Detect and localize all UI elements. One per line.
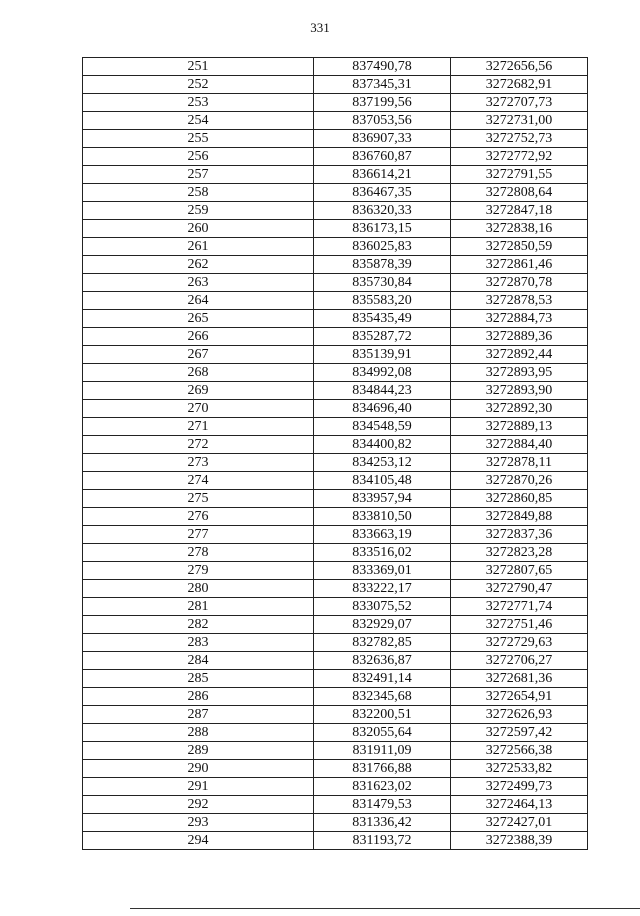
- table-row: [83, 796, 588, 814]
- point-number-cell: 285: [83, 670, 314, 688]
- y-coordinate-cell: 3272878,53: [451, 292, 588, 310]
- coordinates-table-body: [83, 58, 588, 850]
- x-coordinate-cell: 835583,20: [314, 292, 451, 310]
- point-number-cell: 282: [83, 616, 314, 634]
- x-coordinate-cell: 831193,72: [314, 832, 451, 850]
- y-coordinate-cell: 3272847,18: [451, 202, 588, 220]
- y-coordinate-cell: 3272388,39: [451, 832, 588, 850]
- point-number-cell: 288: [83, 724, 314, 742]
- table-row: [83, 742, 588, 760]
- point-number-cell: 266: [83, 328, 314, 346]
- point-number-cell: 265: [83, 310, 314, 328]
- table-row: [83, 634, 588, 652]
- y-coordinate-cell: 3272884,40: [451, 436, 588, 454]
- table-row: [83, 652, 588, 670]
- point-number-cell: 257: [83, 166, 314, 184]
- x-coordinate-cell: 834548,59: [314, 418, 451, 436]
- point-number-cell: 261: [83, 238, 314, 256]
- table-row: [83, 472, 588, 490]
- table-row: [83, 670, 588, 688]
- point-number-cell: 262: [83, 256, 314, 274]
- y-coordinate-cell: 3272772,92: [451, 148, 588, 166]
- x-coordinate-cell: 831479,53: [314, 796, 451, 814]
- table-row: [83, 580, 588, 598]
- y-coordinate-cell: 3272791,55: [451, 166, 588, 184]
- table-row: [83, 832, 588, 850]
- table-row: [83, 148, 588, 166]
- table-row: [83, 490, 588, 508]
- x-coordinate-cell: 832782,85: [314, 634, 451, 652]
- table-row: [83, 688, 588, 706]
- point-number-cell: 280: [83, 580, 314, 598]
- y-coordinate-cell: 3272729,63: [451, 634, 588, 652]
- table-row: [83, 562, 588, 580]
- point-number-cell: 260: [83, 220, 314, 238]
- table-row: [83, 706, 588, 724]
- point-number-cell: 287: [83, 706, 314, 724]
- point-number-cell: 271: [83, 418, 314, 436]
- point-number-cell: 274: [83, 472, 314, 490]
- y-coordinate-cell: 3272893,90: [451, 382, 588, 400]
- y-coordinate-cell: 3272892,30: [451, 400, 588, 418]
- table-row: [83, 724, 588, 742]
- y-coordinate-cell: 3272681,36: [451, 670, 588, 688]
- point-number-cell: 286: [83, 688, 314, 706]
- x-coordinate-cell: 835878,39: [314, 256, 451, 274]
- x-coordinate-cell: 833516,02: [314, 544, 451, 562]
- table-row: [83, 220, 588, 238]
- point-number-cell: 254: [83, 112, 314, 130]
- point-number-cell: 293: [83, 814, 314, 832]
- x-coordinate-cell: 833810,50: [314, 508, 451, 526]
- x-coordinate-cell: 834105,48: [314, 472, 451, 490]
- table-row: [83, 598, 588, 616]
- x-coordinate-cell: 837345,31: [314, 76, 451, 94]
- y-coordinate-cell: 3272682,91: [451, 76, 588, 94]
- point-number-cell: 264: [83, 292, 314, 310]
- point-number-cell: 258: [83, 184, 314, 202]
- x-coordinate-cell: 832345,68: [314, 688, 451, 706]
- table-row: [83, 508, 588, 526]
- table-row: [83, 274, 588, 292]
- point-number-cell: 283: [83, 634, 314, 652]
- y-coordinate-cell: 3272707,73: [451, 94, 588, 112]
- x-coordinate-cell: 831766,88: [314, 760, 451, 778]
- point-number-cell: 278: [83, 544, 314, 562]
- table-row: [83, 202, 588, 220]
- bottom-divider: [130, 908, 640, 909]
- point-number-cell: 275: [83, 490, 314, 508]
- point-number-cell: 259: [83, 202, 314, 220]
- y-coordinate-cell: 3272893,95: [451, 364, 588, 382]
- x-coordinate-cell: 832491,14: [314, 670, 451, 688]
- point-number-cell: 284: [83, 652, 314, 670]
- coordinates-table: [82, 57, 588, 850]
- x-coordinate-cell: 834844,23: [314, 382, 451, 400]
- y-coordinate-cell: 3272731,00: [451, 112, 588, 130]
- point-number-cell: 294: [83, 832, 314, 850]
- point-number-cell: 277: [83, 526, 314, 544]
- y-coordinate-cell: 3272751,46: [451, 616, 588, 634]
- y-coordinate-cell: 3272870,26: [451, 472, 588, 490]
- table-row: [83, 814, 588, 832]
- table-row: [83, 436, 588, 454]
- x-coordinate-cell: 833957,94: [314, 490, 451, 508]
- x-coordinate-cell: 837490,78: [314, 58, 451, 76]
- table-row: [83, 166, 588, 184]
- x-coordinate-cell: 835287,72: [314, 328, 451, 346]
- y-coordinate-cell: 3272771,74: [451, 598, 588, 616]
- y-coordinate-cell: 3272566,38: [451, 742, 588, 760]
- x-coordinate-cell: 833075,52: [314, 598, 451, 616]
- y-coordinate-cell: 3272533,82: [451, 760, 588, 778]
- point-number-cell: 272: [83, 436, 314, 454]
- y-coordinate-cell: 3272870,78: [451, 274, 588, 292]
- table-row: [83, 544, 588, 562]
- point-number-cell: 281: [83, 598, 314, 616]
- y-coordinate-cell: 3272706,27: [451, 652, 588, 670]
- point-number-cell: 276: [83, 508, 314, 526]
- table-row: [83, 364, 588, 382]
- table-row: [83, 760, 588, 778]
- y-coordinate-cell: 3272823,28: [451, 544, 588, 562]
- point-number-cell: 253: [83, 94, 314, 112]
- x-coordinate-cell: 836907,33: [314, 130, 451, 148]
- point-number-cell: 290: [83, 760, 314, 778]
- y-coordinate-cell: 3272889,36: [451, 328, 588, 346]
- y-coordinate-cell: 3272860,85: [451, 490, 588, 508]
- table-row: [83, 130, 588, 148]
- point-number-cell: 279: [83, 562, 314, 580]
- table-row: [83, 184, 588, 202]
- x-coordinate-cell: 832929,07: [314, 616, 451, 634]
- point-number-cell: 252: [83, 76, 314, 94]
- point-number-cell: 292: [83, 796, 314, 814]
- x-coordinate-cell: 836760,87: [314, 148, 451, 166]
- y-coordinate-cell: 3272597,42: [451, 724, 588, 742]
- point-number-cell: 255: [83, 130, 314, 148]
- table-row: [83, 292, 588, 310]
- table-row: [83, 778, 588, 796]
- point-number-cell: 256: [83, 148, 314, 166]
- x-coordinate-cell: 836467,35: [314, 184, 451, 202]
- table-row: [83, 382, 588, 400]
- point-number-cell: 270: [83, 400, 314, 418]
- table-row: [83, 400, 588, 418]
- y-coordinate-cell: 3272752,73: [451, 130, 588, 148]
- table-row: [83, 112, 588, 130]
- x-coordinate-cell: 834992,08: [314, 364, 451, 382]
- y-coordinate-cell: 3272861,46: [451, 256, 588, 274]
- y-coordinate-cell: 3272849,88: [451, 508, 588, 526]
- y-coordinate-cell: 3272654,91: [451, 688, 588, 706]
- table-row: [83, 238, 588, 256]
- x-coordinate-cell: 835139,91: [314, 346, 451, 364]
- x-coordinate-cell: 833222,17: [314, 580, 451, 598]
- x-coordinate-cell: 832055,64: [314, 724, 451, 742]
- table-row: [83, 616, 588, 634]
- point-number-cell: 263: [83, 274, 314, 292]
- table-row: [83, 418, 588, 436]
- page-number: 331: [310, 20, 330, 35]
- table-row: [83, 76, 588, 94]
- table-row: [83, 328, 588, 346]
- y-coordinate-cell: 3272884,73: [451, 310, 588, 328]
- x-coordinate-cell: 832200,51: [314, 706, 451, 724]
- x-coordinate-cell: 836614,21: [314, 166, 451, 184]
- y-coordinate-cell: 3272807,65: [451, 562, 588, 580]
- x-coordinate-cell: 837199,56: [314, 94, 451, 112]
- x-coordinate-cell: 835435,49: [314, 310, 451, 328]
- x-coordinate-cell: 831911,09: [314, 742, 451, 760]
- table-row: [83, 454, 588, 472]
- y-coordinate-cell: 3272878,11: [451, 454, 588, 472]
- x-coordinate-cell: 833369,01: [314, 562, 451, 580]
- table-row: [83, 310, 588, 328]
- y-coordinate-cell: 3272838,16: [451, 220, 588, 238]
- y-coordinate-cell: 3272808,64: [451, 184, 588, 202]
- x-coordinate-cell: 837053,56: [314, 112, 451, 130]
- x-coordinate-cell: 831336,42: [314, 814, 451, 832]
- x-coordinate-cell: 836173,15: [314, 220, 451, 238]
- x-coordinate-cell: 833663,19: [314, 526, 451, 544]
- x-coordinate-cell: 836320,33: [314, 202, 451, 220]
- x-coordinate-cell: 832636,87: [314, 652, 451, 670]
- table-row: [83, 526, 588, 544]
- point-number-cell: 269: [83, 382, 314, 400]
- point-number-cell: 291: [83, 778, 314, 796]
- y-coordinate-cell: 3272499,73: [451, 778, 588, 796]
- y-coordinate-cell: 3272464,13: [451, 796, 588, 814]
- y-coordinate-cell: 3272889,13: [451, 418, 588, 436]
- x-coordinate-cell: 836025,83: [314, 238, 451, 256]
- point-number-cell: 268: [83, 364, 314, 382]
- x-coordinate-cell: 831623,02: [314, 778, 451, 796]
- point-number-cell: 267: [83, 346, 314, 364]
- table-row: [83, 58, 588, 76]
- y-coordinate-cell: 3272656,56: [451, 58, 588, 76]
- table-row: [83, 346, 588, 364]
- x-coordinate-cell: 835730,84: [314, 274, 451, 292]
- y-coordinate-cell: 3272892,44: [451, 346, 588, 364]
- point-number-cell: 273: [83, 454, 314, 472]
- point-number-cell: 289: [83, 742, 314, 760]
- table-row: [83, 256, 588, 274]
- x-coordinate-cell: 834253,12: [314, 454, 451, 472]
- y-coordinate-cell: 3272790,47: [451, 580, 588, 598]
- table-row: [83, 94, 588, 112]
- y-coordinate-cell: 3272626,93: [451, 706, 588, 724]
- point-number-cell: 251: [83, 58, 314, 76]
- x-coordinate-cell: 834696,40: [314, 400, 451, 418]
- y-coordinate-cell: 3272837,36: [451, 526, 588, 544]
- y-coordinate-cell: 3272427,01: [451, 814, 588, 832]
- y-coordinate-cell: 3272850,59: [451, 238, 588, 256]
- x-coordinate-cell: 834400,82: [314, 436, 451, 454]
